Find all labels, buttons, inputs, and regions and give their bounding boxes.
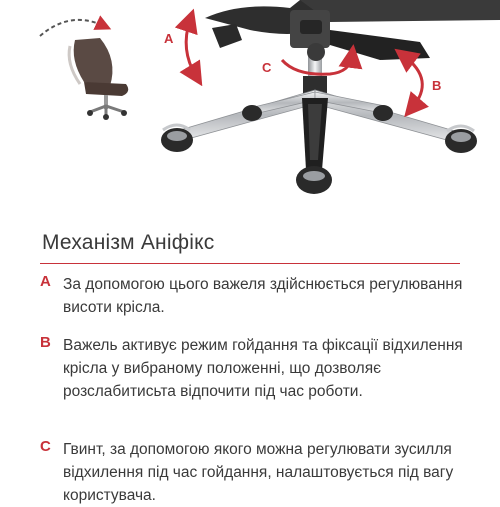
title-divider	[40, 263, 460, 264]
feature-text-b: Важель активує режим гойдання та фіксації відхилення крісла у вибраному положенні, що дозволяє розслабитисьта відпочити під час роботи.	[63, 337, 463, 400]
section-title: Механізм Аніфікс	[42, 231, 215, 254]
feature-letter-b: B	[40, 334, 51, 351]
feature-letter-c: C	[40, 438, 51, 455]
small-chair-icon	[40, 20, 128, 120]
office-chair-base-image	[161, 0, 500, 194]
chair-illustration	[0, 0, 500, 205]
chair-mechanism-image	[0, 0, 500, 205]
feature-text-c: Гвинт, за допомогою якого можна регулювати зусилля відхилення під час гойдання, налаштовується під вагу користувача.	[63, 441, 454, 504]
tilt-arrow-icon	[40, 20, 104, 36]
label-a: A	[164, 31, 174, 46]
label-b: B	[432, 78, 442, 93]
label-c: C	[262, 60, 272, 75]
feature-text-a: За допомогою цього важеля здійснюється регулювання висоти крісла.	[63, 276, 463, 316]
feature-letter-a: A	[40, 273, 51, 290]
